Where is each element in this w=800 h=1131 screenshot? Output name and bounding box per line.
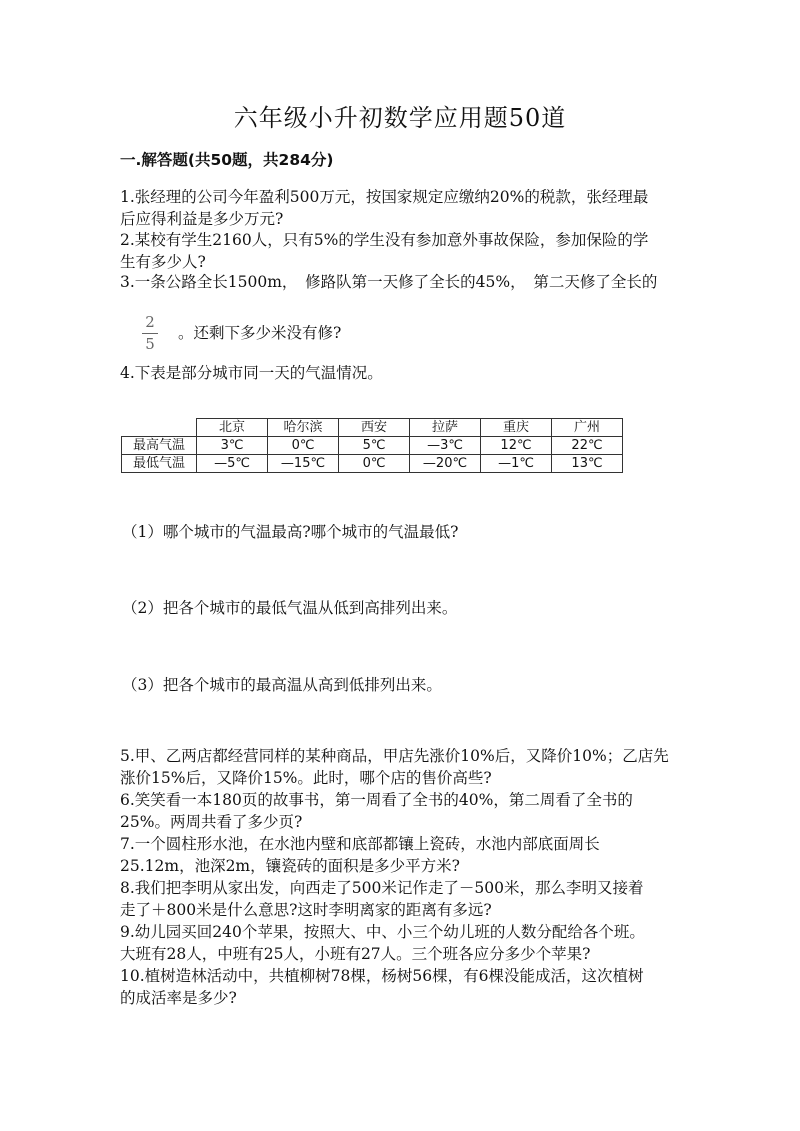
question-line: 走了＋800米是什么意思?这时李明离家的距离有多远?: [120, 901, 492, 919]
question-3: [120, 271, 680, 293]
table-cell: 3℃: [197, 437, 268, 455]
city-header: 广州: [552, 419, 623, 437]
table-cell: 5℃: [339, 437, 410, 455]
table-row: [122, 455, 623, 473]
city-header: 西安: [339, 419, 410, 437]
table-cell: —20℃: [410, 455, 481, 473]
fraction-two-fifths: [140, 314, 160, 353]
row-label: 最低气温: [122, 455, 197, 473]
question-2-line-1: 2.某校有学生2160人，只有5%的学生没有参加意外事故保险，参加保险的学: [120, 231, 649, 249]
question-line: 25%。两周共看了多少页?: [120, 813, 303, 831]
question-line: 涨价15%后，又降价15%。此时，哪个店的售价高些?: [120, 769, 492, 787]
question-2: [120, 229, 680, 273]
city-header: 拉萨: [410, 419, 481, 437]
question-line: 大班有28人，中班有25人，小班有27人。三个班各应分多少个苹果?: [120, 945, 591, 963]
question-1-line-2: 后应得利益是多少万元?: [120, 210, 284, 228]
page-title: 六年级小升初数学应用题50道: [233, 104, 567, 132]
section-heading: 一.解答题(共50题，共284分): [120, 151, 334, 169]
question-3-tail: 。还剩下多少米没有修?: [178, 324, 342, 342]
table-cell: —3℃: [410, 437, 481, 455]
question-line: 6.笑笑看一本180页的故事书，第一周看了全书的40%，第二周看了全书的: [120, 791, 633, 809]
table-cell: 0℃: [268, 437, 339, 455]
question-line: 9.幼儿园买回240个苹果，按照大、中、小三个幼儿班的人数分配给各个班。: [120, 923, 645, 941]
table-cell: 12℃: [481, 437, 552, 455]
question-4-sub-2: （2）把各个城市的最低气温从低到高排列出来。: [122, 599, 458, 617]
question-4: 4.下表是部分城市同一天的气温情况。: [120, 364, 383, 382]
question-line: 10.植树造林活动中，共植柳树78棵，杨树56棵，有6棵没能成活，这次植树: [120, 967, 644, 985]
table-cell: —5℃: [197, 455, 268, 473]
fraction-denominator: 5: [145, 335, 155, 353]
fraction-numerator: 2: [145, 313, 155, 331]
question-line: 的成活率是多少?: [120, 989, 237, 1007]
table-cell: 13℃: [552, 455, 623, 473]
question-4-sub-1: （1）哪个城市的气温最高?哪个城市的气温最低?: [122, 523, 459, 541]
city-header: 重庆: [481, 419, 552, 437]
fraction-bar: [142, 333, 158, 334]
table-row: [122, 437, 623, 455]
question-2-line-2: 生有多少人?: [120, 253, 206, 271]
question-line: 7.一个圆柱形水池，在水池内壁和底部都镶上瓷砖，水池内部底面周长: [120, 835, 600, 853]
table-header-row: [122, 419, 623, 437]
table-cell: 22℃: [552, 437, 623, 455]
table-corner-cell: [122, 419, 197, 437]
city-header: 哈尔滨: [268, 419, 339, 437]
question-4-sub-3: （3）把各个城市的最高温从高到低排列出来。: [122, 676, 442, 694]
table-cell: —1℃: [481, 455, 552, 473]
table-cell: 0℃: [339, 455, 410, 473]
city-header: 北京: [197, 419, 268, 437]
question-line: 25.12m，池深2m，镶瓷砖的面积是多少平方米?: [120, 857, 460, 875]
question-line: 8.我们把李明从家出发，向西走了500米记作走了－500米，那么李明又接着: [120, 879, 644, 897]
questions-5-to-10: [120, 745, 680, 1009]
question-1-line-1: 1.张经理的公司今年盈利500万元，按国家规定应缴纳20%的税款，张经理最: [120, 188, 649, 206]
table-cell: —15℃: [268, 455, 339, 473]
temperature-table: [121, 418, 623, 473]
row-label: 最高气温: [122, 437, 197, 455]
question-line: 5.甲、乙两店都经营同样的某种商品，甲店先涨价10%后，又降价10%；乙店先: [120, 747, 669, 765]
question-1: [120, 186, 680, 230]
question-3-line-1: 3.一条公路全长1500m， 修路队第一天修了全长的45%， 第二天修了全长的: [120, 273, 658, 291]
